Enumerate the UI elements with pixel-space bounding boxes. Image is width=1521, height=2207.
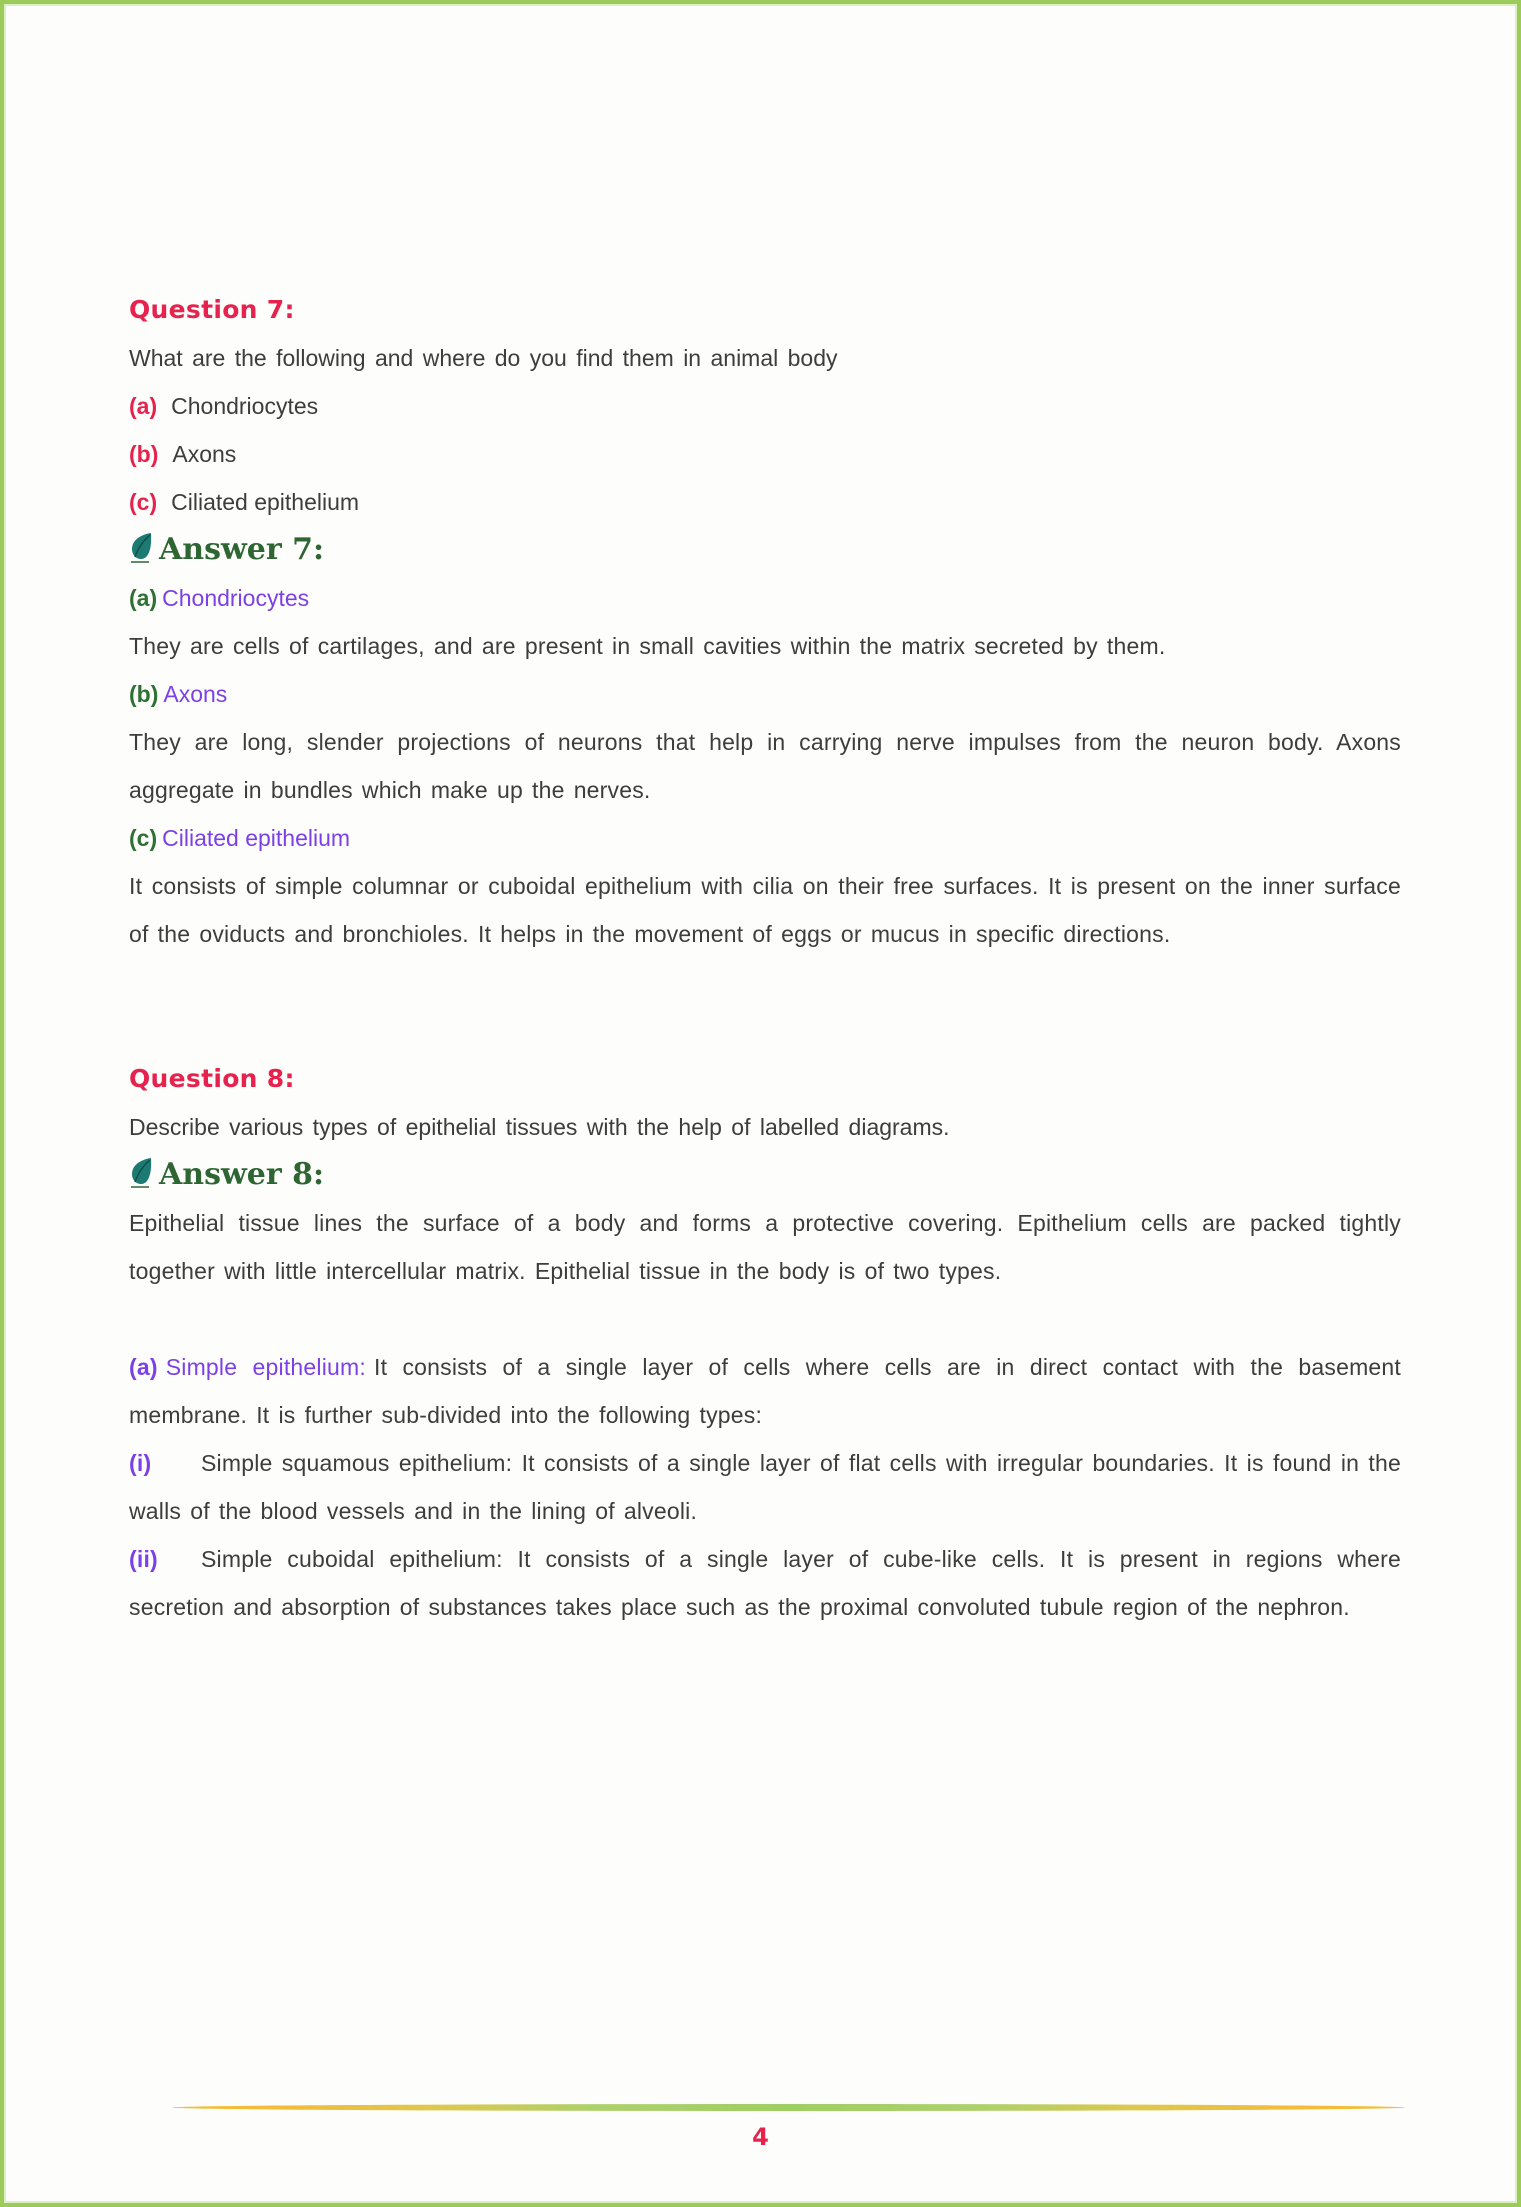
subitem-marker: (i) <box>129 1450 152 1476</box>
answer-7-title-text: Answer 7: <box>159 532 325 567</box>
sub-a-marker: (a) <box>129 1354 158 1380</box>
subitem-body: Simple squamous epithelium: It consists of a single layer of flat cells with irregular boundaries. It is found in the walls of the blood vessels and in the lining of alveoli. <box>129 1450 1401 1524</box>
answer-marker: (c) <box>129 825 158 851</box>
question-7-text: What are the following and where do you find them in animal body <box>129 345 838 371</box>
answer-7c-body: It consists of simple columnar or cuboidal epithelium with cilia on their free surfaces. It is present on the inner surface of the oviducts and bronchioles. It helps in the movement of eggs or mucus in specific directions. <box>129 873 1401 947</box>
option-label: Chondriocytes <box>171 393 319 419</box>
question-7-option-a <box>129 382 1401 430</box>
answer-7b-term-line <box>129 670 1401 718</box>
answer-7b-body: They are long, slender projections of neurons that help in carrying nerve impulses from the neuron body. Axons aggregate in bundles which make up the nerves. <box>129 729 1401 803</box>
page-footer <box>4 2104 1517 2151</box>
question-8-text: Describe various types of epithelial tissues with the help of labelled diagrams. <box>129 1114 950 1140</box>
answer-8-subitem-i <box>129 1439 1401 1535</box>
option-label: Ciliated epithelium <box>171 489 360 515</box>
leaf-logo-icon <box>129 532 155 566</box>
question-8-section <box>129 1055 1401 1631</box>
question-7-title: Question 7: <box>129 295 295 324</box>
page-content <box>4 4 1517 1631</box>
question-7-option-b <box>129 430 1401 478</box>
answer-8-title <box>129 1151 1401 1199</box>
question-7-option-c <box>129 478 1401 526</box>
leaf-logo-icon <box>129 1157 155 1191</box>
answer-term: Axons <box>163 681 228 707</box>
option-marker: (a) <box>129 393 158 419</box>
answer-8-subitem-ii <box>129 1535 1401 1631</box>
answer-marker: (b) <box>129 681 159 707</box>
subitem-marker: (ii) <box>129 1546 158 1572</box>
answer-8-sub-a <box>129 1343 1401 1439</box>
answer-7a-term-line <box>129 574 1401 622</box>
answer-8-intro: Epithelial tissue lines the surface of a body and forms a protective covering. Epithelium cells are packed tightly together with little intercellular matrix. Epithelial tissue in the body is of two types. <box>129 1210 1401 1284</box>
answer-8-title-text: Answer 8: <box>159 1157 325 1192</box>
option-label: Axons <box>172 441 237 467</box>
sub-a-term: Simple epithelium: <box>165 1354 366 1380</box>
question-8-title: Question 8: <box>129 1064 295 1093</box>
subitem-body: Simple cuboidal epithelium: It consists of a single layer of cube-like cells. It is present in regions where secretion and absorption of substances takes place such as the proximal convoluted tubule region of the nephron. <box>129 1546 1401 1620</box>
footer-divider <box>172 2104 1405 2111</box>
sub-a-body: It consists of a single layer of cells where cells are in direct contact with the basement membrane. It is further sub-divided into the following types: <box>129 1354 1401 1428</box>
question-7-options <box>129 382 1401 526</box>
option-marker: (b) <box>129 441 159 467</box>
answer-marker: (a) <box>129 585 158 611</box>
page-number: 4 <box>752 2123 769 2151</box>
answer-7c-term-line <box>129 814 1401 862</box>
answer-7a-body: They are cells of cartilages, and are present in small cavities within the matrix secreted by them. <box>129 633 1166 659</box>
answer-term: Ciliated epithelium <box>162 825 351 851</box>
question-7-section <box>129 286 1401 958</box>
option-marker: (c) <box>129 489 158 515</box>
answer-7-title <box>129 526 1401 574</box>
answer-term: Chondriocytes <box>162 585 310 611</box>
